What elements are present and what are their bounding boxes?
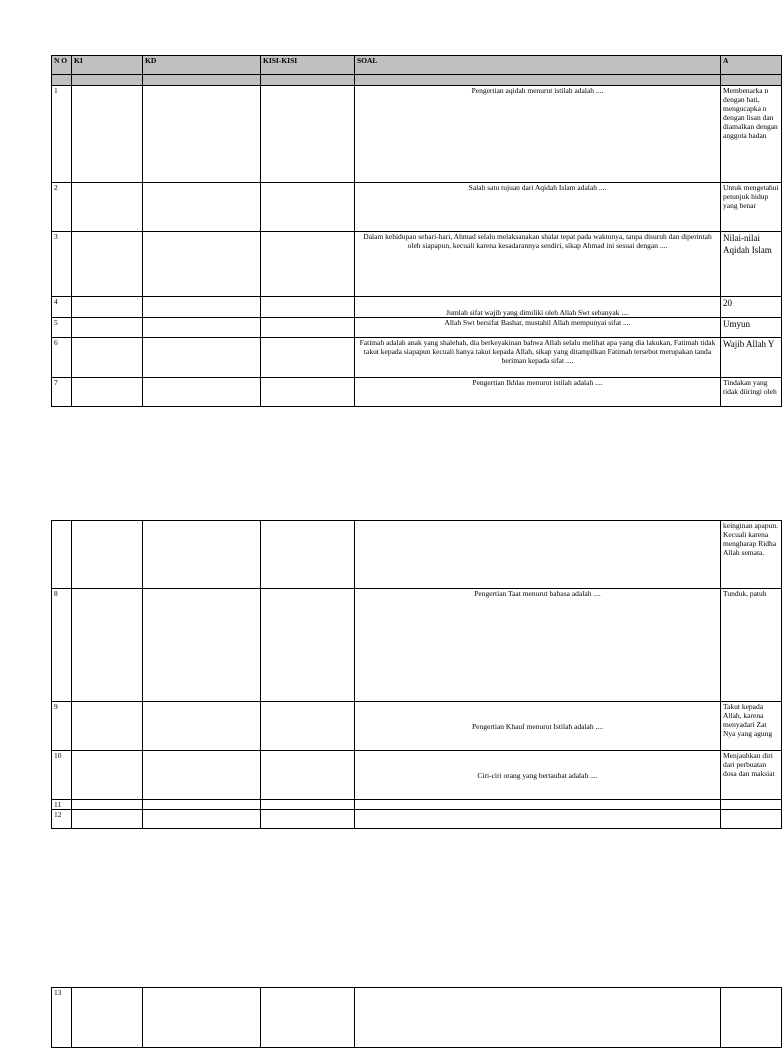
answer-text: Membenarka n dengan hati, mengucapka n dengan lisan dan diamalkan dengan anggota badan — [721, 86, 782, 183]
question-text: Jumlah sifat wajib yang dimiliki oleh Allah Swt sebanyak .... — [355, 297, 721, 318]
question-text — [355, 800, 721, 810]
answer-text: 20 — [721, 297, 782, 318]
table-row — [52, 988, 782, 1048]
row-number: 12 — [52, 810, 72, 829]
table-row — [52, 521, 782, 589]
answer-text — [721, 800, 782, 810]
question-text: Pengertian Ikhlas menurut istilah adalah .... — [355, 378, 721, 407]
table-row — [52, 338, 782, 378]
row-number: 7 — [52, 378, 72, 407]
answer-text: keinginan apapun. Kecuali karena mengharap Ridha Allah semata. — [721, 521, 782, 589]
question-text — [355, 521, 721, 589]
row-number: 6 — [52, 338, 72, 378]
header-subrow — [52, 75, 782, 86]
row-number: 13 — [52, 988, 72, 1048]
question-text — [355, 810, 721, 829]
question-table-3 — [51, 987, 782, 1048]
table-row — [52, 751, 782, 800]
question-text: Dalam kehidupan sehari-hari, Ahmad selalu melaksanakan shalat tepat pada waktunya, tanpa disuruh dan diperintah oleh siapapun, kecuali karena kesadarannya sendiri, sikap Ahmad ini sesuai dengan .... — [355, 232, 721, 297]
answer-text: Tunduk, patuh — [721, 589, 782, 702]
row-number: 9 — [52, 702, 72, 751]
answer-text: Wajib Allah Y — [721, 338, 782, 378]
question-text: Ciri-ciri orang yang bertaubat adalah .... — [355, 751, 721, 800]
table-header-row — [52, 56, 782, 75]
answer-text: Nilai-nilai Aqidah Islam — [721, 232, 782, 297]
question-table-2 — [51, 520, 782, 829]
row-number: 8 — [52, 589, 72, 702]
answer-text — [721, 988, 782, 1048]
row-number: 11 — [52, 800, 72, 810]
row-number: 4 — [52, 297, 72, 318]
answer-text: Untuk mengetahui petunjuk hidup yang benar — [721, 183, 782, 232]
table-row — [52, 800, 782, 810]
header-kd: KD — [143, 56, 261, 75]
header-no: N O — [52, 56, 72, 75]
table-row — [52, 183, 782, 232]
table-row — [52, 318, 782, 338]
table-row — [52, 297, 782, 318]
table-row — [52, 589, 782, 702]
row-number: 2 — [52, 183, 72, 232]
row-number: 5 — [52, 318, 72, 338]
answer-text: Umyun — [721, 318, 782, 338]
header-soal: SOAL — [355, 56, 721, 75]
question-text — [355, 988, 721, 1048]
table-row — [52, 702, 782, 751]
question-text: Pengertian Khauf menurut Istilah adalah .... — [355, 702, 721, 751]
question-text: Pengertian aqidah menurut istilah adalah .... — [355, 86, 721, 183]
answer-text: Tindakan yang tidak diiringi oleh — [721, 378, 782, 407]
question-text: Salah satu tujuan dari Aqidah Islam adalah .... — [355, 183, 721, 232]
row-number: 3 — [52, 232, 72, 297]
answer-text: Takut kepada Allah, karena menyadari Zat Nya yang agung — [721, 702, 782, 751]
question-text: Fatimah adalah anak yang shalehah, dia berkeyakinan bahwa Allah selalu melihat apa yang dia lakukan, Fatimah tidak takut kepada siapapun kecuali hanya takut kepada Allah, sikap yang ditampilkan Fatimah tersebut merupakan tanda beriman kepada sifat .... — [355, 338, 721, 378]
table-row — [52, 378, 782, 407]
answer-text — [721, 810, 782, 829]
table-row — [52, 810, 782, 829]
header-kisi: KISI-KISI — [261, 56, 355, 75]
answer-text: Menjauhkan diri dari perbuatan dosa dan maksiat — [721, 751, 782, 800]
header-answer: A — [721, 56, 782, 75]
row-number — [52, 521, 72, 589]
row-number: 1 — [52, 86, 72, 183]
row-number: 10 — [52, 751, 72, 800]
table-row — [52, 86, 782, 183]
question-text: Allah Swt bersifat Bashar, mustahil Allah mempunyai sifat .... — [355, 318, 721, 338]
question-table-1 — [51, 55, 782, 407]
header-ki: KI — [72, 56, 143, 75]
table-row — [52, 232, 782, 297]
question-text: Pengertian Taat menurut bahasa adalah .... — [355, 589, 721, 702]
